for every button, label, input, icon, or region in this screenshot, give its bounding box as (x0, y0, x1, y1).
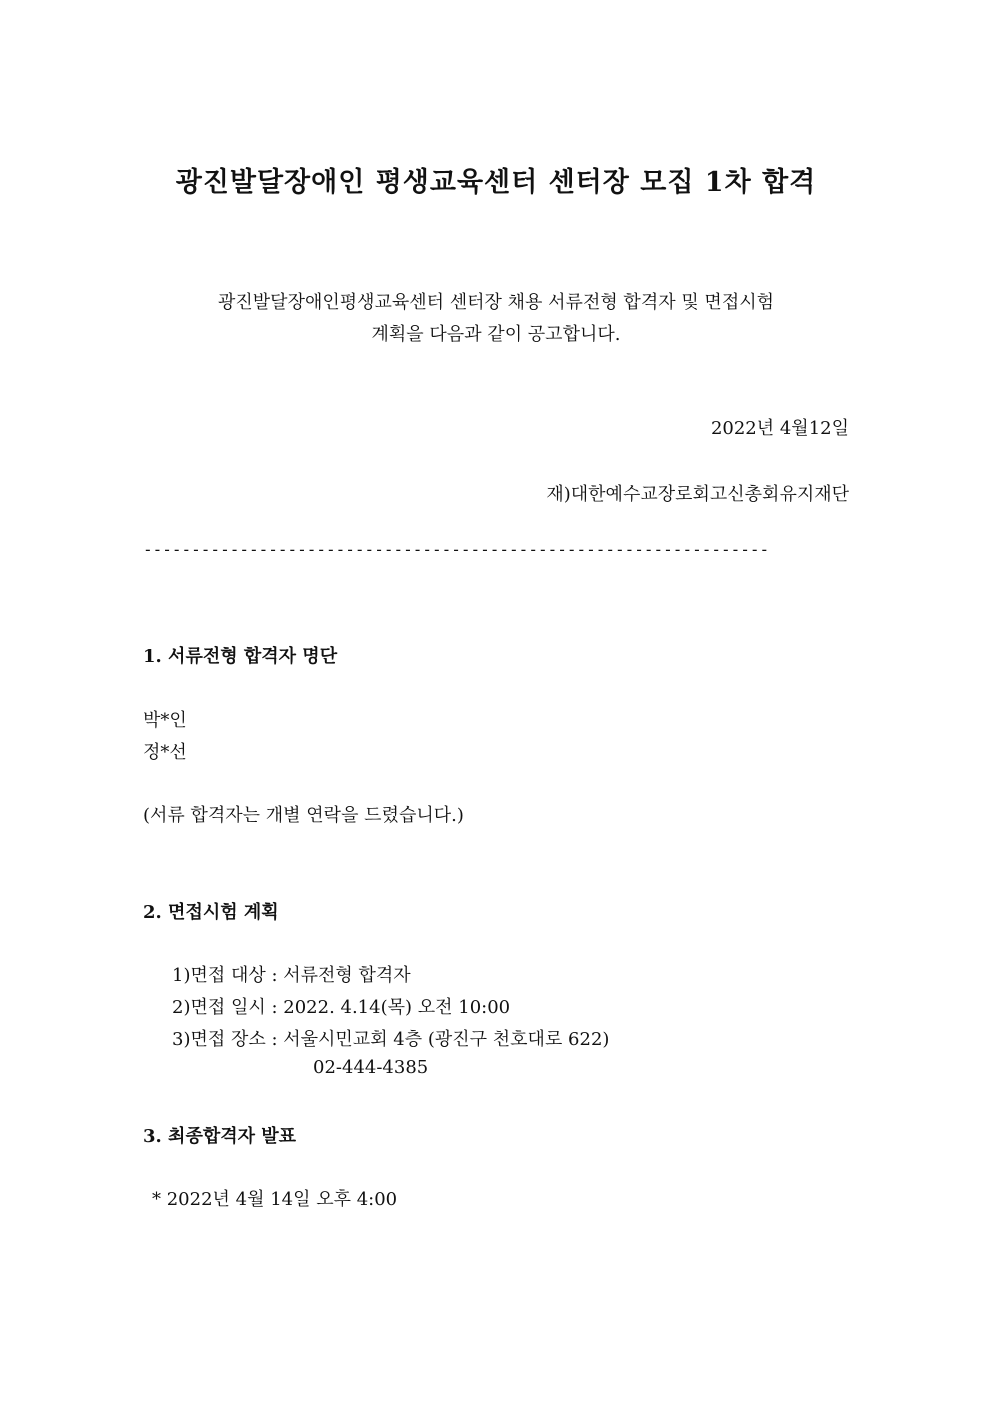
intro-line-2: 계획을 다음과 같이 공고합니다. (371, 324, 621, 345)
section1-note: (서류 합격자는 개별 연락을 드렸습니다.) (143, 805, 464, 826)
page-title: 광진발달장애인 평생교육센터 센터장 모집 1차 합격 (175, 167, 817, 198)
intro-paragraph (0, 287, 992, 351)
intro-line-1: 광진발달장애인평생교육센터 센터장 채용 서류전형 합격자 및 면접시험 (218, 292, 774, 313)
interview-target: 1)면접 대상 : 서류전형 합격자 (172, 965, 411, 986)
section3-heading: 3. 최종합격자 발표 (143, 1126, 297, 1147)
passer-name-2: 정*선 (143, 742, 187, 763)
announcement-date: 2022년 4월12일 (710, 418, 849, 439)
section1-heading: 1. 서류전형 합격자 명단 (143, 646, 338, 667)
section2-heading: 2. 면접시험 계획 (143, 902, 279, 923)
dashed-divider: ----------------------------------------------------------------- (143, 540, 770, 559)
passer-name-1: 박*인 (143, 710, 187, 731)
contact-phone: 02-444-4385 (313, 1057, 429, 1078)
interview-datetime: 2)면접 일시 : 2022. 4.14(목) 오전 10:00 (172, 997, 511, 1018)
organization-name: 재)대한예수교장로회고신총회유지재단 (546, 484, 849, 505)
final-announcement-date: * 2022년 4월 14일 오후 4:00 (152, 1189, 398, 1210)
interview-location: 3)면접 장소 : 서울시민교회 4층 (광진구 천호대로 622) (172, 1029, 610, 1050)
